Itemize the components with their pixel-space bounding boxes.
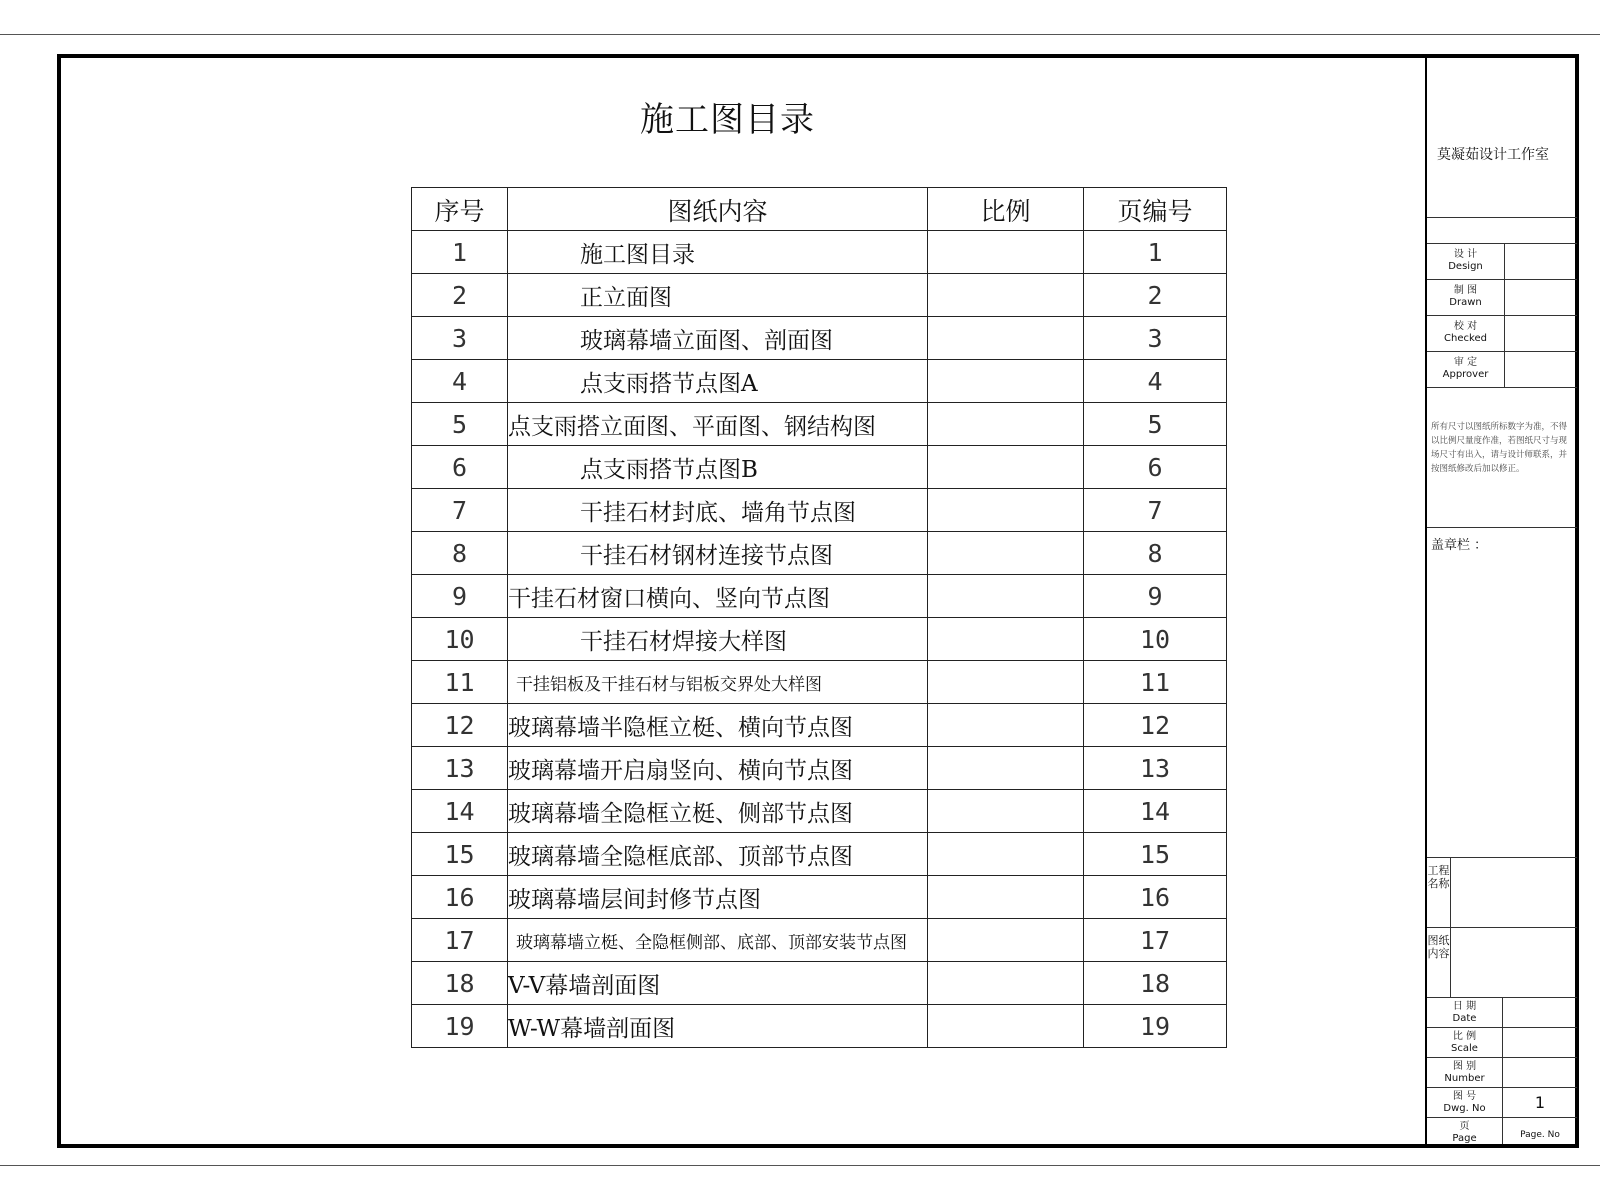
number-row [1427,1058,1577,1088]
table-row [412,1005,1227,1048]
table-row [412,360,1227,403]
row-scale [928,704,1084,747]
stamp-area [1427,528,1577,858]
page-label-en: Page [1452,1133,1477,1144]
row-scale [928,661,1084,704]
row-no: 10 [412,618,508,661]
row-scale [928,919,1084,962]
row-content: 干挂石材焊接大样图 [508,618,928,661]
row-scale [928,360,1084,403]
row-no: 11 [412,661,508,704]
row-page: 4 [1084,360,1227,403]
row-page: 2 [1084,274,1227,317]
page-label [1427,1118,1503,1144]
row-page: 8 [1084,532,1227,575]
row-scale [928,317,1084,360]
row-page: 6 [1084,446,1227,489]
design-row [1427,244,1577,280]
title-block [1425,58,1575,1144]
design-label [1427,244,1505,279]
row-no: 13 [412,747,508,790]
table-row [412,919,1227,962]
scale-label-cn: 比 例 [1452,1031,1477,1042]
row-scale [928,962,1084,1005]
table-row [412,833,1227,876]
row-no: 17 [412,919,508,962]
scale-row [1427,1028,1577,1058]
row-page: 7 [1084,489,1227,532]
row-page: 14 [1084,790,1227,833]
row-no: 12 [412,704,508,747]
drawn-row [1427,280,1577,316]
row-scale [928,489,1084,532]
header-scale: 比例 [928,188,1084,231]
page-no-value: Page. No [1520,1130,1560,1140]
row-scale [928,231,1084,274]
row-scale [928,1005,1084,1048]
row-page: 18 [1084,962,1227,1005]
table-row [412,231,1227,274]
row-scale [928,532,1084,575]
row-content: 点支雨搭立面图、平面图、钢结构图 [508,403,928,446]
table-body [412,231,1227,1048]
row-content: 干挂石材窗口横向、竖向节点图 [508,575,928,618]
row-page: 5 [1084,403,1227,446]
date-label-en: Date [1452,1013,1477,1024]
scale-label [1427,1028,1503,1057]
drawn-label [1427,280,1505,315]
checked-label-cn: 校 对 [1453,321,1478,332]
dwg-no-label [1427,1088,1503,1117]
row-content: 玻璃幕墙半隐框立梃、横向节点图 [508,704,928,747]
dwg-no-row [1427,1088,1577,1118]
header-page: 页编号 [1084,188,1227,231]
row-no: 9 [412,575,508,618]
row-page: 17 [1084,919,1227,962]
row-page: 19 [1084,1005,1227,1048]
table-row [412,317,1227,360]
row-content: 点支雨搭节点图B [508,446,928,489]
table-row [412,618,1227,661]
table-row [412,704,1227,747]
drawn-label-en: Drawn [1449,297,1482,308]
table-row [412,532,1227,575]
header-no: 序号 [412,188,508,231]
row-no: 19 [412,1005,508,1048]
row-page: 12 [1084,704,1227,747]
drawn-label-cn: 制 图 [1453,285,1478,296]
row-content: 玻璃幕墙立梃、全隐框侧部、底部、顶部安装节点图 [508,919,928,962]
checked-label-en: Checked [1444,333,1487,344]
row-no: 15 [412,833,508,876]
table-row [412,790,1227,833]
row-no: 16 [412,876,508,919]
row-no: 14 [412,790,508,833]
project-name-row [1427,858,1577,928]
row-scale [928,747,1084,790]
approver-label-cn: 审 定 [1453,357,1478,368]
design-label-en: Design [1448,261,1483,272]
page-row [1427,1118,1577,1144]
row-content: 干挂石材钢材连接节点图 [508,532,928,575]
checked-row [1427,316,1577,352]
approver-label-en: Approver [1442,369,1489,380]
table-header-row [412,188,1227,231]
row-content: 玻璃幕墙开启扇竖向、横向节点图 [508,747,928,790]
row-page: 9 [1084,575,1227,618]
checked-label [1427,316,1505,351]
approver-label [1427,352,1505,387]
row-scale [928,403,1084,446]
dwg-no-label-cn: 图 号 [1452,1091,1477,1102]
row-content: 玻璃幕墙全隐框底部、顶部节点图 [508,833,928,876]
dwg-no-label-en: Dwg. No [1443,1103,1486,1114]
row-scale [928,446,1084,489]
row-page: 13 [1084,747,1227,790]
row-no: 4 [412,360,508,403]
table-row [412,661,1227,704]
row-no: 7 [412,489,508,532]
row-content: 干挂铝板及干挂石材与铝板交界处大样图 [508,661,928,704]
drawing-title: 施工图目录 [640,100,815,140]
drawing-index-table [411,187,1227,1048]
row-no: 3 [412,317,508,360]
number-label-cn: 图 别 [1452,1061,1477,1072]
row-content: 正立面图 [508,274,928,317]
design-label-cn: 设 计 [1453,249,1478,260]
number-label-en: Number [1444,1073,1485,1084]
row-no: 8 [412,532,508,575]
row-content: 施工图目录 [508,231,928,274]
date-label-cn: 日 期 [1452,1001,1477,1012]
table-row [412,962,1227,1005]
row-no: 1 [412,231,508,274]
row-scale [928,833,1084,876]
studio-name: 莫凝茹设计工作室 [1437,147,1549,163]
row-no: 5 [412,403,508,446]
row-page: 3 [1084,317,1227,360]
date-row [1427,998,1577,1028]
row-scale [928,575,1084,618]
row-page: 16 [1084,876,1227,919]
table-row [412,747,1227,790]
blank-cell [1427,218,1577,244]
stamp-label: 盖章栏 ： [1431,538,1488,553]
row-no: 6 [412,446,508,489]
table-row [412,274,1227,317]
row-scale [928,876,1084,919]
row-no: 18 [412,962,508,1005]
row-content: 玻璃幕墙全隐框立梃、侧部节点图 [508,790,928,833]
number-label [1427,1058,1503,1087]
scale-label-en: Scale [1451,1043,1478,1054]
table-row [412,876,1227,919]
row-scale [928,790,1084,833]
table-row [412,403,1227,446]
table-row [412,489,1227,532]
table-row [412,575,1227,618]
row-content: V-V幕墙剖面图 [508,962,928,1005]
dwg-no-value: 1 [1534,1093,1546,1112]
row-no: 2 [412,274,508,317]
drawing-content-label: 图纸内容 [1427,928,1451,997]
row-content: W-W幕墙剖面图 [508,1005,928,1048]
drawing-content-row [1427,928,1577,998]
header-content: 图纸内容 [508,188,928,231]
project-name-label: 工程名称 [1427,858,1451,927]
row-scale [928,618,1084,661]
date-label [1427,998,1503,1027]
table-row [412,446,1227,489]
row-content: 玻璃幕墙层间封修节点图 [508,876,928,919]
row-content: 点支雨搭节点图A [508,360,928,403]
approver-row [1427,352,1577,388]
row-content: 干挂石材封底、墙角节点图 [508,489,928,532]
row-page: 11 [1084,661,1227,704]
row-page: 15 [1084,833,1227,876]
row-content: 玻璃幕墙立面图、剖面图 [508,317,928,360]
page-label-cn: 页 [1459,1121,1470,1132]
studio-cell [1427,58,1577,218]
row-page: 1 [1084,231,1227,274]
row-scale [928,274,1084,317]
row-page: 10 [1084,618,1227,661]
dimension-note: 所有尺寸以图纸所标数字为准，不得以比例尺量度作准，若图纸尺寸与现场尺寸有出入，请与设计师联系，并按图纸修改后加以修正。 [1427,388,1577,528]
